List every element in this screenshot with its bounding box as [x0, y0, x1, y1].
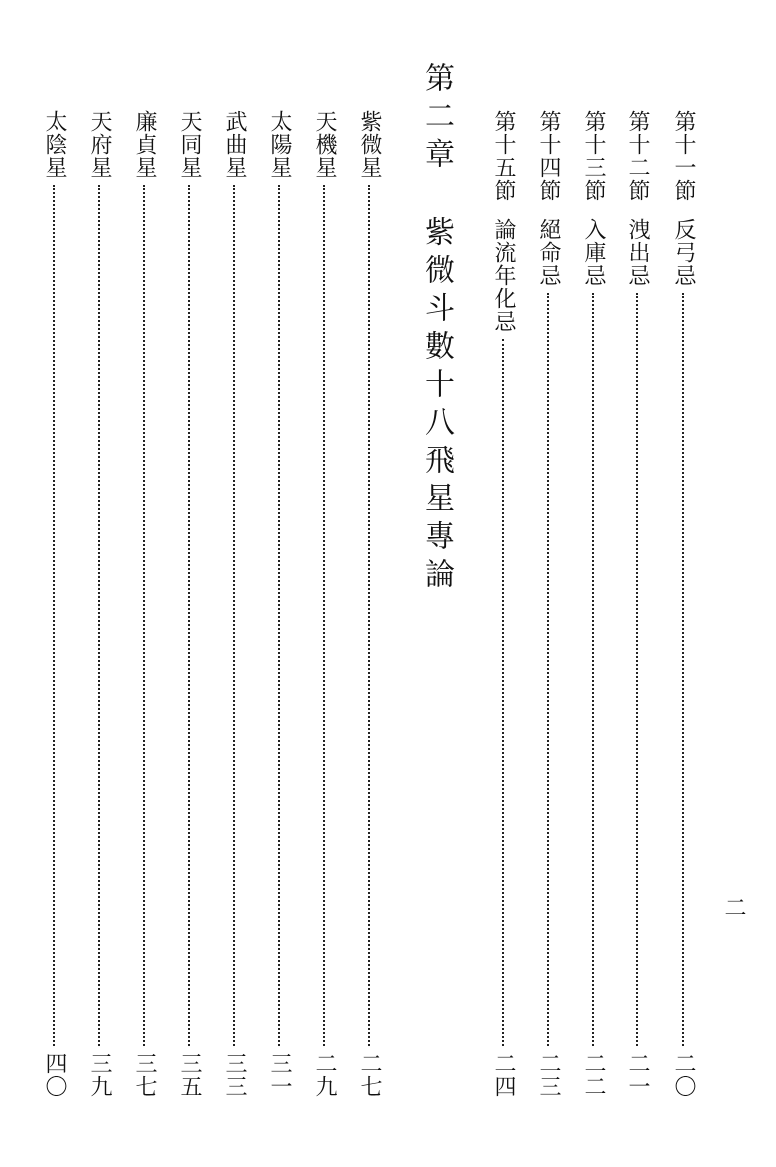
- toc-entry-star[interactable]: [307, 110, 341, 1098]
- dot-leader: [143, 185, 145, 1046]
- toc-entry-star[interactable]: [127, 110, 161, 1098]
- dot-leader: [368, 185, 370, 1046]
- section-label: 第十二節: [625, 110, 650, 202]
- toc-entry-section-13[interactable]: [576, 110, 610, 1098]
- dot-leader: [188, 185, 190, 1046]
- dot-leader: [547, 293, 549, 1046]
- section-title: 入庫忌: [581, 218, 606, 287]
- page-ref: 四〇: [42, 1052, 67, 1098]
- star-title: 天同星: [177, 110, 202, 179]
- toc-entry-section-11[interactable]: [666, 110, 700, 1098]
- dot-leader: [98, 185, 100, 1046]
- dot-leader: [323, 185, 325, 1046]
- chapter-heading: [414, 62, 458, 596]
- dot-leader: [502, 339, 504, 1046]
- dot-leader: [592, 293, 594, 1046]
- star-title: 武曲星: [222, 110, 247, 179]
- dot-leader: [233, 185, 235, 1046]
- page-ref: 三一: [267, 1052, 292, 1098]
- toc-entry-star[interactable]: [37, 110, 71, 1098]
- page-number: 二: [721, 896, 746, 918]
- section-label: 第十一節: [671, 110, 696, 202]
- dot-leader: [53, 185, 55, 1046]
- section-title: 反弓忌: [671, 218, 696, 287]
- page-ref: 三九: [87, 1052, 112, 1098]
- dot-leader: [682, 293, 684, 1046]
- section-label: 第十五節: [491, 110, 516, 202]
- toc-entry-star[interactable]: [172, 110, 206, 1098]
- star-title: 太陰星: [42, 110, 67, 179]
- dot-leader: [278, 185, 280, 1046]
- page-ref: 二二: [581, 1052, 606, 1098]
- toc-entry-star[interactable]: [217, 110, 251, 1098]
- toc-entry-section-12[interactable]: [620, 110, 654, 1098]
- page-ref: 二〇: [671, 1052, 696, 1098]
- toc-entry-star[interactable]: [262, 110, 296, 1098]
- section-label: 第十四節: [536, 110, 561, 202]
- page-ref: 二七: [357, 1052, 382, 1098]
- star-title: 太陽星: [267, 110, 292, 179]
- page-ref: 二三: [536, 1052, 561, 1098]
- toc-entry-section-15[interactable]: [486, 110, 520, 1098]
- page-ref: 二九: [312, 1052, 337, 1098]
- page-ref: 三七: [132, 1052, 157, 1098]
- star-title: 廉貞星: [132, 110, 157, 179]
- section-title: 絕命忌: [536, 218, 561, 287]
- toc-entry-section-14[interactable]: [531, 110, 565, 1098]
- section-title: 洩出忌: [625, 218, 650, 287]
- section-title: 論流年化忌: [491, 218, 516, 333]
- toc-entry-star[interactable]: [82, 110, 116, 1098]
- section-label: 第十三節: [581, 110, 606, 202]
- star-title: 天府星: [87, 110, 112, 179]
- chapter-title: 紫微斗數十八飛星專論: [419, 216, 454, 596]
- star-title: 紫微星: [357, 110, 382, 179]
- toc-entry-star[interactable]: [352, 110, 386, 1098]
- page-ref: 三五: [177, 1052, 202, 1098]
- star-title: 天機星: [312, 110, 337, 179]
- page-ref: 二一: [625, 1052, 650, 1098]
- dot-leader: [636, 293, 638, 1046]
- page-ref: 三三: [222, 1052, 247, 1098]
- page-ref: 二四: [491, 1052, 516, 1098]
- chapter-label: 第二章: [419, 62, 454, 176]
